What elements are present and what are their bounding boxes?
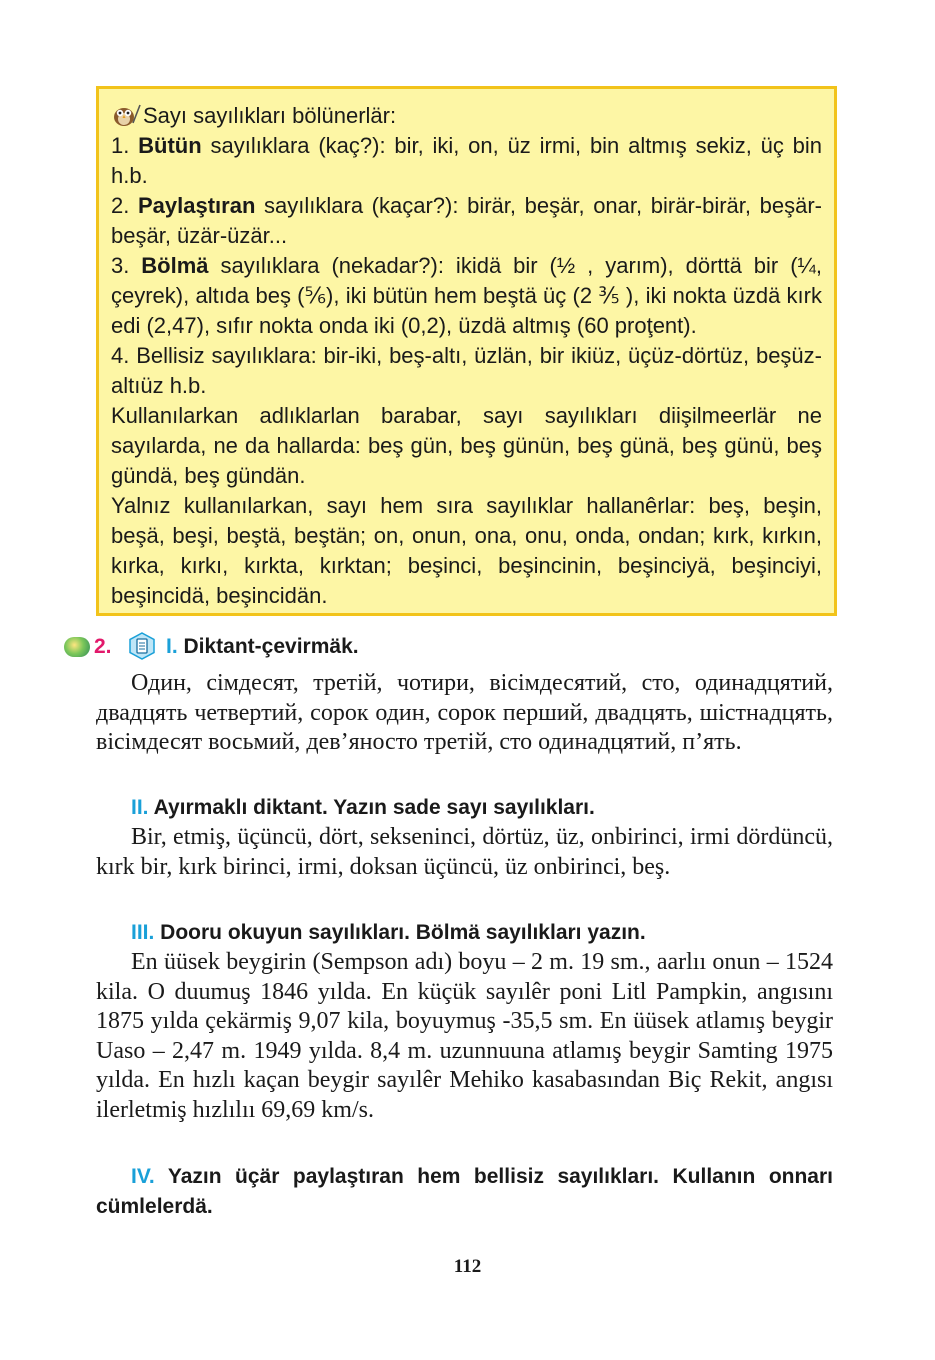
part4-roman: IV.	[131, 1165, 155, 1188]
rule-item-2	[111, 191, 822, 251]
rule-item-2-number: 2.	[111, 193, 138, 218]
part1-roman: I.	[166, 635, 178, 658]
rule-item-1-number: 1.	[111, 133, 139, 158]
exercise-number: 2.	[94, 635, 112, 658]
part2-text: Bir, etmiş, üçüncü, dört, sekseninci, dörtüz, üz, onbirinci, irmi dördüncü, kırk bir, kırk birinci, irmi, doksan üçüncü, üz onbirinci, beş.	[96, 824, 833, 880]
rule-item-2-term: Paylaştıran	[137, 193, 256, 218]
part3-title: Dooru okuyun sayılıkları. Bölmä sayılıkları yazın.	[154, 921, 646, 944]
part2-title: Ayırmaklı diktant. Yazın sade sayı sayılıkları.	[148, 796, 595, 819]
page-number: 112	[453, 1256, 482, 1277]
rule-item-2-text: sayılıklara (kaçar?): birär, beşär, onar, birär-birär, beşär-beşär, üzär-üzär...	[111, 193, 822, 248]
part2-roman: II.	[131, 796, 149, 819]
rule-item-4: 4. Bellisiz sayılıklara: bir-iki, beş-altı, üzlän, bir ikiüz, üçüz-dörtüz, beşüz-altıüz h.b.	[111, 343, 822, 398]
rule-paragraph-cases: Yalnız kullanılarkan, sayı hem sıra sayılıklar hallanêrlar: beş, beşin, beşä, beşi, beştä, beştän; on, onun, ona, onu, onda, ondan; kırk, kırkın, kırka, kırkı, kırkta, kırktan; beşinci, beşincinin, beşinciyä, beşinciyi, beşincidä, beşincidän.	[111, 493, 822, 608]
rule-intro	[111, 101, 822, 131]
part1-title: Diktant-çevirmäk.	[177, 635, 359, 658]
rule-item-3	[111, 251, 822, 341]
part4-heading	[96, 1162, 833, 1222]
rule-item-3-term: Bölmä	[141, 253, 209, 278]
rule-item-3-text: sayılıklara (nekadar?): ikidä bir (½ , yarım), dörttä bir (¼, çeyrek), altıda beş (⅚), iki bütün hem beştä üç (2 ⅗ ), iki nokta üzdä kırk edi (2,47), sıfır nokta onda iki (0,2), üzdä altmış (60 proţent).	[111, 253, 822, 338]
rule-paragraph-declension: Kullanılarkan adlıklarlan barabar, sayı sayılıkları diişilmeerlär ne sayılarda, ne da hallarda: beş gün, beş günün, beş günä, beş günü, beş gündä, beş gündän.	[111, 403, 822, 488]
notebook-icon	[128, 632, 156, 660]
part3-roman: III.	[131, 921, 155, 944]
part3-heading	[96, 918, 833, 948]
part3-text: En üüsek beygirin (Sempson adı) boyu – 2 m. 19 sm., aarlıı onun – 1524 kila. O duumuş 1846 yılda. En küçük sayılêr poni Litl Pampkin, angısını 1875 yılda çekärmiş 9,07 kila, boyuymuş -35,5 sm. En üüsek atlamış beygir Uaso – 2,47 m. 1949 yılda. 8,4 m. uzunnuuna atlamış beygir Samting 1975 yılda. En hızlı kaçan beygir sayılêr Mehiko kasabasından Biç Rekit, angısı ilerletmiş hızlılıı 69,69 km/s.	[96, 949, 833, 1123]
exercise-header	[64, 632, 864, 662]
part4-title: Yazın üçär paylaştıran hem bellisiz sayılıkları. Kullanın onnarı cümlelerdä.	[96, 1165, 833, 1218]
rule-item-3-number: 3.	[111, 253, 142, 278]
rule-box	[96, 86, 837, 616]
part1-text: Один, сімдесят, третій, чотири, вісімдесятий, сто, одинадцятий, двадцять четвертий, сорок один, сорок перший, двадцять, шістнадцять, вісімдесят восьмий, дев’яносто третій, сто одинадцятий, п’ять.	[96, 670, 833, 756]
exercise-marker-icon	[64, 637, 90, 657]
owl-icon	[111, 103, 141, 127]
rule-item-1-term: Bütün	[138, 133, 202, 158]
part1-heading	[166, 632, 359, 662]
rule-intro-text: Sayı sayılıkları bölünerlär:	[143, 103, 397, 128]
rule-item-1-text: sayılıklara (kaç?): bir, iki, on, üz irmi, bin altmış sekiz, üç bin h.b.	[111, 133, 822, 188]
part2-heading	[96, 793, 833, 823]
rule-item-1	[111, 131, 822, 191]
